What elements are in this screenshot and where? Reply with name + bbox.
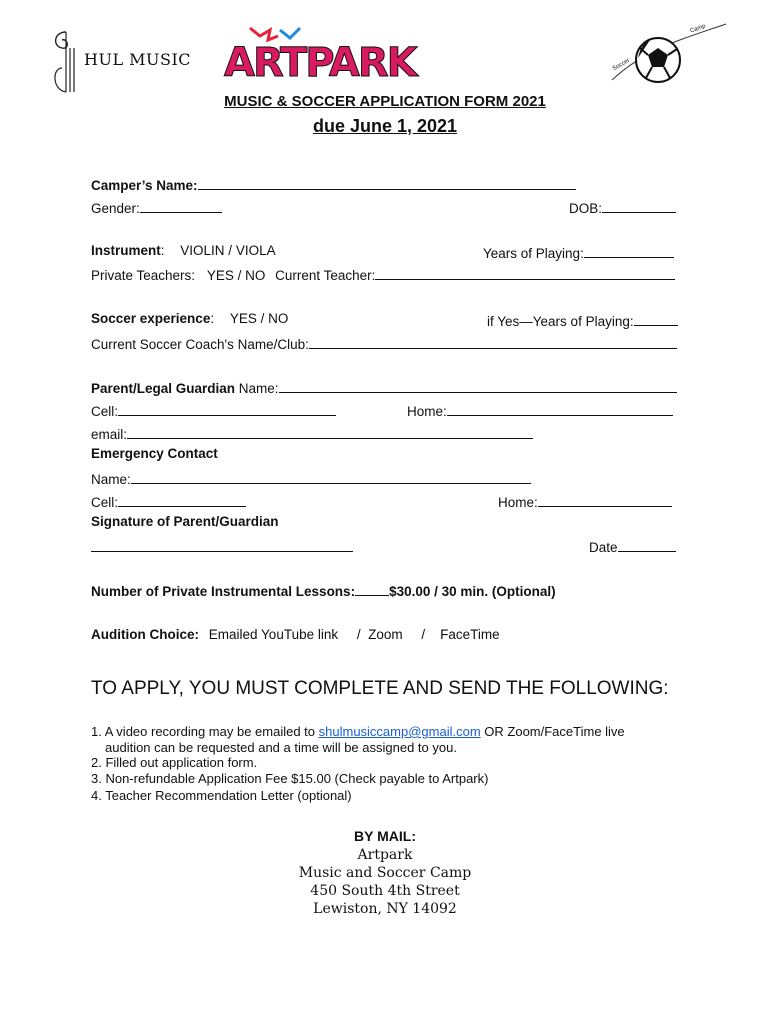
- artpark-text: ARTPARK: [224, 40, 416, 86]
- signature-label: Signature of Parent/Guardian: [91, 514, 279, 529]
- instrument-colon: :: [160, 243, 165, 258]
- instrument-row: [91, 243, 276, 258]
- soccer-colon: :: [210, 311, 215, 326]
- email-field[interactable]: [127, 424, 533, 439]
- parent-name-field[interactable]: [279, 378, 677, 393]
- cell-row: [91, 401, 336, 419]
- lessons-label: Number of Private Instrumental Lessons:: [91, 584, 356, 599]
- emergency-cell-row: [91, 492, 246, 510]
- artpark-logo: [220, 26, 416, 98]
- dob-row: [569, 198, 676, 216]
- ball-text-2: Soccer: [611, 57, 631, 73]
- ball-text-1: Camp: [689, 23, 707, 35]
- soccer-experience-label: Soccer experience: [91, 311, 211, 326]
- mail-line-2: Music and Soccer Camp: [298, 865, 472, 881]
- soccer-experience-row: [91, 311, 288, 326]
- current-teacher-field[interactable]: [375, 265, 675, 280]
- violin-scroll-icon: [48, 28, 88, 96]
- email-label: email:: [91, 427, 128, 442]
- coach-label: Current Soccer Coach's Name/Club:: [91, 337, 309, 352]
- emergency-contact-heading: Emergency Contact: [91, 446, 218, 461]
- gender-field[interactable]: [140, 198, 222, 213]
- hul-music-logo: [48, 28, 192, 98]
- mail-line-3: 450 South 4th Street: [310, 883, 460, 899]
- cell-field[interactable]: [118, 401, 336, 416]
- coach-row: [91, 334, 677, 352]
- list-item-1-text-end: OR Zoom/FaceTime live: [480, 724, 625, 739]
- apply-heading: TO APPLY, YOU MUST COMPLETE AND SEND THE FOLLOWING:: [91, 678, 669, 699]
- gender-row: [91, 198, 222, 216]
- list-item-1-text: 1. A video recording may be emailed to: [91, 724, 319, 739]
- mail-line-4: Lewiston, NY 14092: [313, 901, 457, 917]
- audition-label: Audition Choice:: [91, 627, 199, 642]
- date-field[interactable]: [618, 537, 676, 552]
- list-item-2: 2. Filled out application form.: [91, 755, 258, 770]
- dob-label: DOB:: [569, 201, 603, 216]
- email-row: [91, 424, 533, 442]
- years-playing-label: Years of Playing:: [483, 246, 584, 261]
- date-label: Date: [589, 540, 618, 555]
- home-field[interactable]: [447, 401, 673, 416]
- soccer-ball-logo: [606, 18, 730, 88]
- private-teachers-label: Private Teachers:: [91, 268, 196, 283]
- list-item-4: 4. Teacher Recommendation Letter (optional): [91, 788, 352, 803]
- date-row: [589, 537, 676, 555]
- hul-music-text: HUL MUSIC: [84, 50, 192, 69]
- if-yes-years-field[interactable]: [634, 311, 678, 326]
- lessons-field[interactable]: [355, 581, 389, 596]
- home-label: Home:: [407, 404, 447, 419]
- soccer-options[interactable]: YES / NO: [229, 311, 289, 326]
- cell-label: Cell:: [91, 404, 119, 419]
- camper-name-field[interactable]: [198, 175, 576, 190]
- signature-field[interactable]: [91, 537, 353, 552]
- soccer-ball-icon: [606, 18, 730, 88]
- years-playing-row: [483, 243, 674, 261]
- list-item-3: 3. Non-refundable Application Fee $15.00 (Check payable to Artpark): [91, 771, 489, 786]
- home-row: [407, 401, 673, 419]
- parent-label: Parent/Legal Guardian: [91, 381, 236, 396]
- emergency-home-label: Home:: [498, 495, 538, 510]
- lessons-row: [91, 581, 556, 599]
- current-teacher-label: Current Teacher:: [275, 268, 376, 283]
- camper-name-row: [91, 175, 576, 193]
- emergency-cell-label: Cell:: [91, 495, 119, 510]
- signature-field-row: [91, 537, 353, 555]
- camper-name-label: Camper’s Name:: [91, 178, 198, 193]
- if-yes-label: if Yes—Years of Playing:: [487, 314, 634, 329]
- emergency-name-row: [91, 469, 531, 487]
- emergency-name-field[interactable]: [131, 469, 531, 484]
- lessons-price: $30.00 / 30 min. (Optional): [389, 584, 556, 599]
- emergency-home-row: [498, 492, 672, 510]
- parent-name-label: Name:: [235, 381, 279, 396]
- audition-row: [91, 627, 500, 642]
- camp-email-link[interactable]: shulmusiccamp@gmail.com: [318, 724, 481, 739]
- list-item-1: [91, 724, 625, 739]
- instrument-options[interactable]: VIOLIN / VIOLA: [180, 243, 276, 258]
- coach-field[interactable]: [309, 334, 677, 349]
- emergency-name-label: Name:: [91, 472, 131, 487]
- form-title: MUSIC & SOCCER APPLICATION FORM 2021: [224, 93, 546, 110]
- gender-label: Gender:: [91, 201, 140, 216]
- instrument-label: Instrument: [91, 243, 161, 258]
- if-yes-row: [487, 311, 678, 329]
- mail-line-1: Artpark: [357, 847, 413, 863]
- private-teachers-options[interactable]: YES / NO: [206, 268, 266, 283]
- list-item-1-continued: audition can be requested and a time will be assigned to you.: [105, 740, 457, 755]
- by-mail-heading: BY MAIL:: [354, 828, 416, 844]
- parent-row: [91, 378, 677, 396]
- due-date: due June 1, 2021: [312, 116, 458, 136]
- emergency-home-field[interactable]: [538, 492, 672, 507]
- emergency-cell-field[interactable]: [118, 492, 246, 507]
- dob-field[interactable]: [602, 198, 676, 213]
- years-playing-field[interactable]: [584, 243, 674, 258]
- private-teachers-row: [91, 265, 675, 283]
- audition-options[interactable]: Emailed YouTube link / Zoom / FaceTime: [208, 627, 500, 642]
